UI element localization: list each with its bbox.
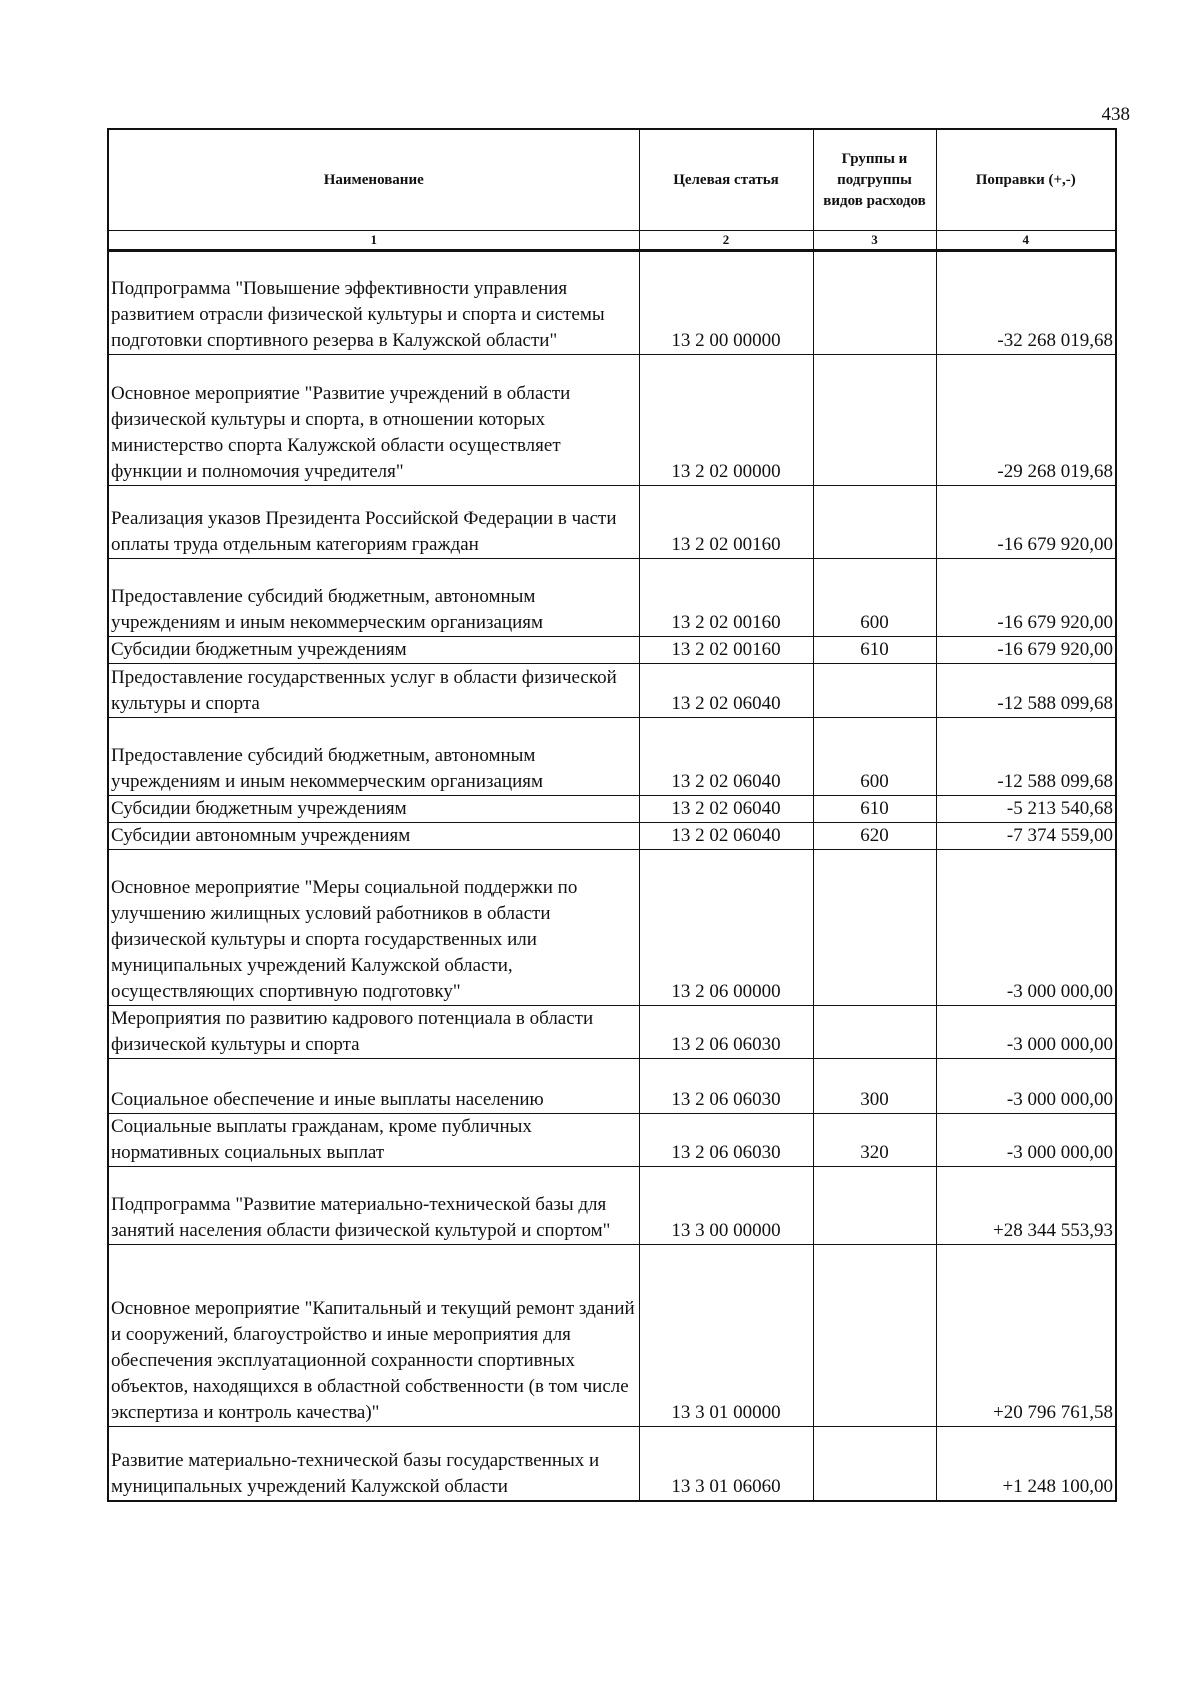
header-amendments: Поправки (+,-) [936,129,1116,231]
row-expense-group: 300 [813,1059,936,1114]
row-expense-group: 320 [813,1114,936,1167]
row-expense-group: 600 [813,718,936,796]
row-target-article: 13 2 02 06040 [639,718,813,796]
row-amendment: -16 679 920,00 [936,559,1116,637]
table-row [108,1245,1116,1427]
column-number-2: 2 [639,231,813,251]
row-amendment: -16 679 920,00 [936,486,1116,559]
row-amendment: -16 679 920,00 [936,637,1116,664]
row-expense-group [813,1245,936,1427]
row-expense-group: 610 [813,637,936,664]
row-target-article: 13 2 06 06030 [639,1059,813,1114]
row-name: Социальные выплаты гражданам, кроме публичных нормативных социальных выплат [108,1114,639,1167]
table-body [108,251,1116,1501]
header-name: Наименование [108,129,639,231]
row-target-article: 13 2 06 06030 [639,1006,813,1059]
table-row [108,355,1116,486]
table-row [108,664,1116,718]
row-target-article: 13 2 06 06030 [639,1114,813,1167]
table-row [108,486,1116,559]
row-target-article: 13 2 02 00160 [639,637,813,664]
column-number-3: 3 [813,231,936,251]
row-name: Предоставление государственных услуг в области физической культуры и спорта [108,664,639,718]
row-name: Социальное обеспечение и иные выплаты населению [108,1059,639,1114]
column-number-1: 1 [108,231,639,251]
row-amendment: -32 268 019,68 [936,251,1116,355]
header-expense-groups: Группы и подгруппы видов расходов [813,129,936,231]
row-amendment: -3 000 000,00 [936,1059,1116,1114]
table-header [108,129,1116,251]
row-expense-group: 620 [813,823,936,850]
row-target-article: 13 3 00 00000 [639,1167,813,1245]
budget-amendments-table [107,128,1117,1502]
row-expense-group [813,850,936,1006]
table-row [108,823,1116,850]
row-expense-group [813,664,936,718]
row-name: Подпрограмма "Развитие материально-технической базы для занятий населения области физической культурой и спортом" [108,1167,639,1245]
row-target-article: 13 2 02 06040 [639,823,813,850]
row-name: Основное мероприятие "Капитальный и текущий ремонт зданий и сооружений, благоустройство и иные мероприятия для обеспечения эксплуатационной сохранности спортивных объектов, находящихся в областной собственности (в том числе экспертиза и контроль качества)" [108,1245,639,1427]
row-target-article: 13 2 02 06040 [639,664,813,718]
row-name: Подпрограмма "Повышение эффективности управления развитием отрасли физической культуры и спорта и системы подготовки спортивного резерва в Калужской области" [108,251,639,355]
row-amendment: +20 796 761,58 [936,1245,1116,1427]
row-name: Субсидии автономным учреждениям [108,823,639,850]
row-amendment: -12 588 099,68 [936,664,1116,718]
row-amendment: -7 374 559,00 [936,823,1116,850]
row-expense-group [813,486,936,559]
row-amendment: -29 268 019,68 [936,355,1116,486]
row-amendment: -3 000 000,00 [936,1006,1116,1059]
table-row [108,1059,1116,1114]
row-expense-group: 600 [813,559,936,637]
table-row [108,1114,1116,1167]
table-row [108,251,1116,355]
row-name: Реализация указов Президента Российской Федерации в части оплаты труда отдельным категориям граждан [108,486,639,559]
row-amendment: +1 248 100,00 [936,1427,1116,1501]
table-row [108,1006,1116,1059]
header-target-article: Целевая статья [639,129,813,231]
row-name: Предоставление субсидий бюджетным, автономным учреждениям и иным некоммерческим организациям [108,718,639,796]
row-target-article: 13 2 02 00160 [639,559,813,637]
row-expense-group: 610 [813,796,936,823]
row-expense-group [813,1427,936,1501]
table-row [108,796,1116,823]
table-row [108,559,1116,637]
row-expense-group [813,1167,936,1245]
row-amendment: +28 344 553,93 [936,1167,1116,1245]
row-name: Субсидии бюджетным учреждениям [108,637,639,664]
page-number: 438 [1101,104,1130,125]
table-row [108,850,1116,1006]
row-name: Предоставление субсидий бюджетным, автономным учреждениям и иным некоммерческим организациям [108,559,639,637]
row-expense-group [813,355,936,486]
row-name: Развитие материально-технической базы государственных и муниципальных учреждений Калужской области [108,1427,639,1501]
row-amendment: -3 000 000,00 [936,1114,1116,1167]
table-row [108,1427,1116,1501]
row-target-article: 13 2 00 00000 [639,251,813,355]
row-target-article: 13 3 01 00000 [639,1245,813,1427]
row-target-article: 13 2 02 00000 [639,355,813,486]
row-amendment: -5 213 540,68 [936,796,1116,823]
row-amendment: -12 588 099,68 [936,718,1116,796]
row-name: Основное мероприятие "Меры социальной поддержки по улучшению жилищных условий работников в области физической культуры и спорта государственных или муниципальных учреждений Калужской области, осуществляющих спортивную подготовку" [108,850,639,1006]
row-name: Основное мероприятие "Развитие учреждений в области физической культуры и спорта, в отношении которых министерство спорта Калужской области осуществляет функции и полномочия учредителя" [108,355,639,486]
column-number-4: 4 [936,231,1116,251]
row-target-article: 13 3 01 06060 [639,1427,813,1501]
table-row [108,1167,1116,1245]
row-expense-group [813,1006,936,1059]
row-target-article: 13 2 06 00000 [639,850,813,1006]
row-target-article: 13 2 02 06040 [639,796,813,823]
row-name: Субсидии бюджетным учреждениям [108,796,639,823]
row-expense-group [813,251,936,355]
row-target-article: 13 2 02 00160 [639,486,813,559]
row-name: Мероприятия по развитию кадрового потенциала в области физической культуры и спорта [108,1006,639,1059]
table-row [108,718,1116,796]
row-amendment: -3 000 000,00 [936,850,1116,1006]
table-row [108,637,1116,664]
